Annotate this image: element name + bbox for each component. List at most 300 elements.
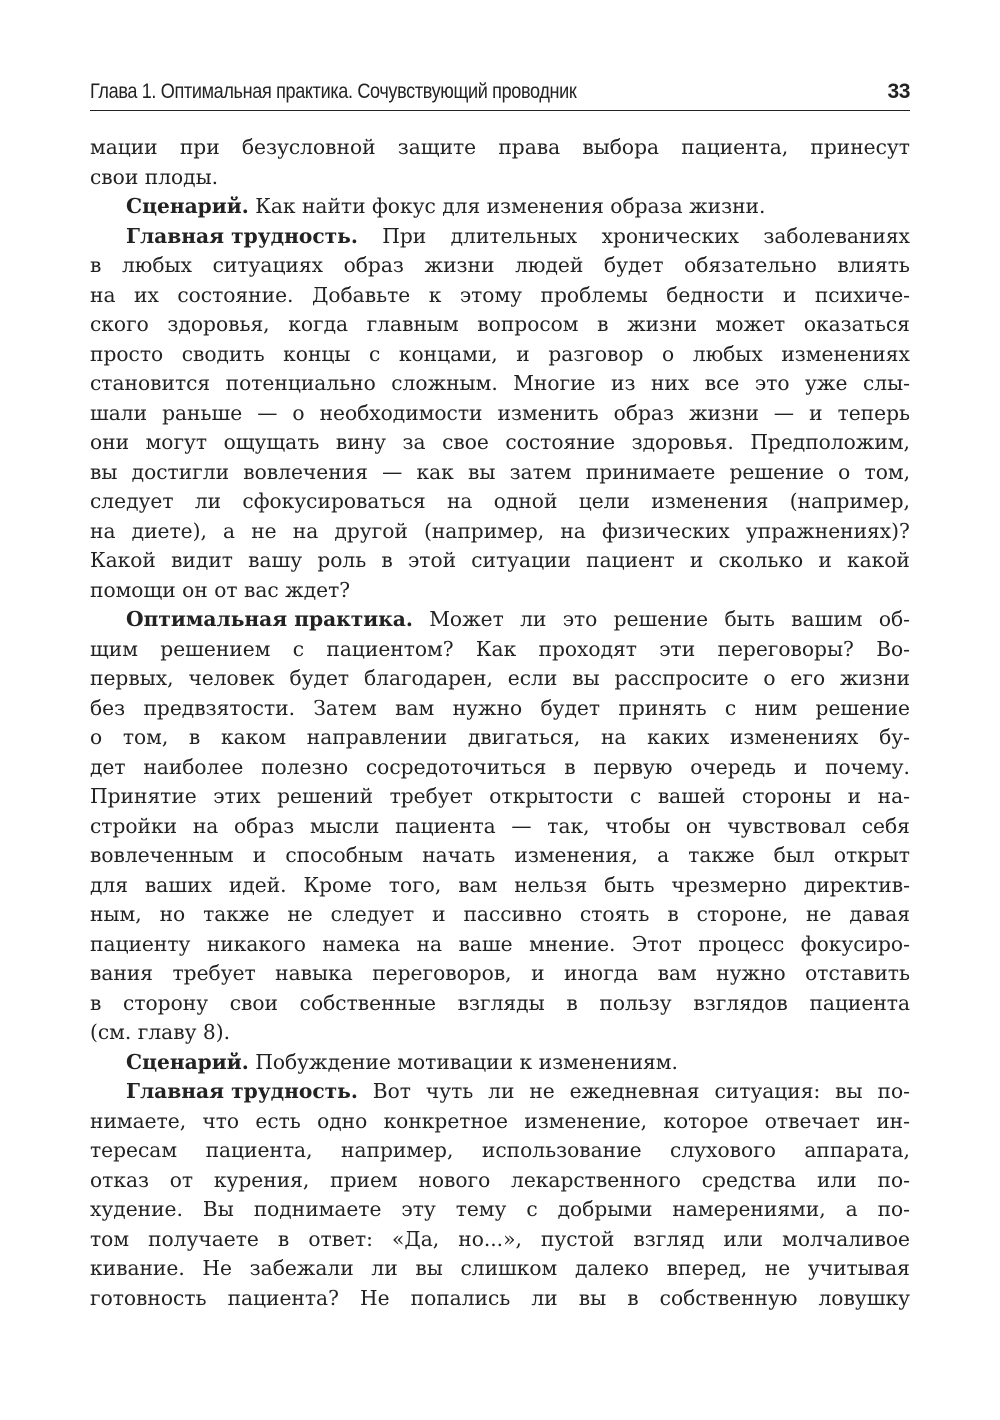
word: найти: [301, 194, 366, 218]
word: идей.: [228, 872, 287, 897]
word: ным,: [90, 902, 142, 926]
word: первых,: [90, 666, 174, 690]
text-line: [90, 222, 910, 252]
word: пациентом?: [326, 636, 454, 661]
word: главу: [137, 1020, 197, 1044]
word: поднимаете: [253, 1197, 382, 1221]
word: Как: [255, 194, 296, 218]
word: и: [252, 843, 267, 867]
word: вам: [395, 695, 435, 720]
word: быть: [724, 607, 775, 631]
word: с: [526, 1197, 538, 1221]
word: с: [629, 784, 642, 808]
word: изменить: [497, 400, 599, 425]
text-line: [90, 959, 910, 989]
word: в: [566, 990, 578, 1015]
word: и: [782, 282, 797, 307]
word: изменениях: [781, 341, 910, 366]
word: Как: [475, 636, 517, 661]
word: на: [90, 282, 116, 307]
text-line: [90, 192, 910, 222]
word: почему.: [825, 754, 910, 779]
word: так,: [547, 813, 590, 838]
word: намерениями,: [672, 1197, 826, 1221]
text-line: [90, 340, 910, 370]
word: видит: [171, 548, 233, 572]
word: слишком: [460, 1256, 558, 1280]
word: и: [793, 754, 808, 779]
word: бедности: [666, 282, 765, 307]
word: чрезмерно: [671, 872, 787, 897]
word: чуть: [425, 1079, 474, 1103]
word: молчаливое: [782, 1226, 910, 1251]
word: тересам: [90, 1138, 178, 1162]
word: вашим: [791, 607, 863, 631]
word: каком: [220, 725, 287, 749]
word: (например,: [423, 518, 545, 543]
word: быть: [604, 872, 655, 897]
text-line: [90, 1107, 910, 1137]
word: к: [428, 282, 442, 307]
word: изменения: [486, 194, 604, 218]
word: —: [511, 813, 532, 838]
word: вперед,: [666, 1256, 748, 1280]
word: давая: [849, 902, 910, 926]
word: на-: [877, 784, 910, 808]
word: Какой: [90, 548, 156, 572]
word: по-: [877, 1167, 910, 1192]
text-line: [90, 812, 910, 842]
word: эти: [659, 636, 696, 661]
word: худение.: [90, 1197, 183, 1221]
text-line: [90, 1018, 910, 1048]
word: намека: [322, 931, 401, 956]
word: этому: [459, 282, 523, 307]
word: любых: [692, 341, 763, 366]
word: собственную: [659, 1285, 798, 1310]
word: эту: [401, 1197, 436, 1221]
word: использование: [481, 1138, 642, 1162]
text-line: [90, 517, 910, 547]
word: вам: [657, 961, 697, 985]
word: пациента,: [205, 1138, 313, 1162]
word: в: [90, 253, 102, 277]
word: стоять: [579, 902, 650, 926]
word: собственные: [299, 990, 436, 1015]
word: а: [845, 1197, 858, 1221]
word: вашу: [248, 548, 303, 572]
text-line: [90, 458, 910, 488]
word: с: [369, 341, 381, 366]
word: вовлечения: [243, 459, 368, 484]
text-line: [90, 133, 910, 163]
word: человек: [188, 666, 275, 690]
word: очередь: [690, 754, 777, 779]
word: в: [597, 312, 609, 336]
word: пациента,: [681, 135, 789, 159]
paragraph-lead: Сценарий.: [126, 1049, 249, 1074]
word: о: [838, 459, 851, 484]
word: раньше: [162, 400, 243, 425]
word: принимаете: [585, 459, 716, 484]
word: образ: [343, 253, 404, 277]
word: вам: [458, 872, 498, 897]
paragraph: [90, 605, 910, 1048]
text-line: [90, 1077, 910, 1107]
word: на: [292, 518, 319, 543]
word: одно: [317, 1108, 368, 1133]
word: Многие: [513, 371, 596, 395]
text-line: [90, 930, 910, 960]
word: в: [277, 1226, 290, 1251]
word: способным: [285, 843, 404, 867]
word: на: [446, 489, 473, 513]
word: При: [382, 223, 427, 248]
word: жизни: [424, 253, 495, 277]
word: том,: [864, 459, 910, 484]
word: к: [519, 1049, 533, 1074]
word: ли: [488, 1079, 515, 1103]
word: пассивно: [463, 902, 562, 926]
word: чувствовал: [727, 813, 846, 838]
word: ситуациях: [212, 253, 324, 277]
word: Может: [429, 607, 504, 631]
word: вы: [90, 459, 118, 484]
word: был: [773, 843, 815, 867]
word: себя: [861, 813, 910, 838]
paragraph-lead: Главная трудность.: [126, 1079, 358, 1103]
word: ин-: [876, 1108, 910, 1133]
text-line: [90, 694, 910, 724]
text-line: [90, 399, 910, 429]
text-line: [90, 605, 910, 635]
word: ского: [90, 312, 149, 336]
word: отвечает: [764, 1108, 860, 1133]
word: стройки: [90, 813, 178, 838]
paragraph: [90, 1077, 910, 1313]
word: пациента: [809, 990, 910, 1015]
word: ним: [754, 695, 798, 720]
paragraph: [90, 1048, 910, 1078]
word: том: [90, 1226, 130, 1251]
word: не: [529, 1079, 555, 1103]
word: изменениях: [729, 725, 859, 749]
word: готовность: [90, 1285, 207, 1310]
word: физических: [601, 518, 730, 543]
word: будет: [289, 666, 350, 690]
word: требует: [172, 961, 256, 985]
word: о: [292, 400, 305, 425]
text-line: [90, 1195, 910, 1225]
word: какой: [846, 548, 910, 572]
word: изменения: [651, 489, 769, 513]
word: другой: [334, 518, 408, 543]
word: лекарственного: [511, 1167, 681, 1192]
word: том,: [122, 725, 169, 749]
word: о: [763, 666, 776, 690]
word: в: [667, 902, 679, 926]
word: а: [657, 843, 670, 867]
word: оказаться: [803, 312, 910, 336]
word: вину: [335, 430, 387, 454]
word: в: [627, 1285, 639, 1310]
word: сводить: [181, 341, 265, 366]
word: мации: [90, 135, 158, 159]
word: состояние.: [177, 282, 294, 307]
paragraph: [90, 133, 910, 192]
word: выбора: [582, 135, 660, 159]
word: как: [416, 459, 454, 484]
word: —: [257, 400, 278, 425]
word: учитывая: [807, 1256, 910, 1280]
word: изменения,: [514, 843, 638, 867]
word: есть: [255, 1108, 301, 1133]
word: полезно: [261, 754, 349, 779]
word: за: [402, 430, 426, 454]
word: здоровья.: [631, 430, 734, 454]
word: и: [847, 784, 862, 808]
word: их: [134, 282, 159, 307]
word: просто: [90, 341, 164, 366]
word: ловушку: [818, 1285, 910, 1310]
word: отказ: [90, 1167, 149, 1192]
word: проходят: [538, 636, 637, 661]
word: Предположим,: [750, 430, 910, 454]
word: направлении: [306, 725, 448, 749]
word: любых: [121, 253, 192, 277]
text-line: [90, 1166, 910, 1196]
word: решений: [277, 784, 374, 808]
word: них: [650, 371, 690, 395]
word: отставить: [805, 961, 910, 985]
text-line: [90, 753, 910, 783]
word: добрыми: [557, 1197, 653, 1221]
word: Не: [359, 1285, 390, 1310]
word: нельзя: [514, 872, 588, 897]
word: при: [179, 135, 220, 159]
word: благодарен,: [363, 666, 493, 690]
text-line: [90, 1284, 910, 1314]
word: нового: [418, 1167, 491, 1192]
word: Вы: [202, 1197, 234, 1221]
word: но: [159, 902, 186, 926]
word: которое: [663, 1108, 749, 1133]
word: Этот: [631, 931, 682, 956]
word: взгляд: [633, 1226, 705, 1251]
word: конкретное: [383, 1108, 508, 1133]
word: заболеваниях: [763, 223, 910, 248]
word: для: [442, 194, 481, 218]
text-line: [90, 664, 910, 694]
word: главным: [366, 312, 459, 336]
word: кивание.: [90, 1256, 185, 1280]
word: вашей: [657, 784, 726, 808]
word: вы: [835, 1079, 863, 1103]
word: жизни: [688, 400, 759, 425]
text-line: [90, 635, 910, 665]
word: ощущать: [223, 430, 320, 454]
word: средства: [701, 1167, 797, 1192]
word: Не: [202, 1256, 232, 1280]
word: принесут: [810, 135, 910, 159]
word: изменениям.: [538, 1049, 678, 1074]
word: по-: [877, 1079, 910, 1103]
word: решение: [815, 695, 910, 720]
word: щим: [90, 636, 138, 661]
word: потенциально: [225, 371, 376, 395]
word: вы: [572, 666, 600, 690]
text-line: [90, 369, 910, 399]
word: также: [688, 843, 755, 867]
text-line: [90, 989, 910, 1019]
word: слы-: [862, 371, 910, 395]
word: если: [507, 666, 558, 690]
word: пациенту: [90, 931, 191, 956]
word: от: [214, 577, 238, 602]
word: изменение,: [524, 1108, 648, 1133]
word: от: [169, 1167, 194, 1192]
word: образ: [234, 813, 295, 838]
header-rule: [90, 110, 910, 111]
word: когда: [288, 312, 349, 336]
word: вания: [90, 961, 154, 985]
running-header: [90, 78, 910, 108]
word: двигаться,: [467, 725, 581, 749]
word: он: [685, 813, 712, 838]
word: образ: [613, 400, 674, 425]
word: (см.: [90, 1020, 132, 1044]
word: разговор: [548, 341, 644, 366]
word: в: [90, 990, 102, 1015]
word: одной: [493, 489, 558, 513]
word: требует: [389, 784, 473, 808]
word: концами,: [398, 341, 498, 366]
word: ли: [194, 489, 222, 513]
word: начать: [422, 843, 496, 867]
word: уже: [805, 371, 848, 395]
word: безусловной: [241, 135, 376, 159]
word: бу-: [879, 725, 910, 749]
word: решением: [160, 636, 271, 661]
word: для: [90, 872, 128, 897]
word: «Да,: [391, 1226, 440, 1251]
word: обязательно: [684, 253, 817, 277]
word: ваших: [144, 872, 212, 897]
paragraph-lead: Сценарий.: [126, 194, 249, 218]
word: навыка: [275, 961, 353, 985]
word: стороне,: [696, 902, 789, 926]
word: об-: [878, 607, 910, 631]
word: по-: [877, 1197, 910, 1221]
word: будет: [540, 695, 601, 720]
word: или: [817, 1167, 857, 1192]
word: о: [90, 725, 103, 749]
word: права: [498, 135, 561, 159]
word: сосредоточиться: [365, 754, 547, 779]
word: на: [416, 931, 443, 956]
page-number: 33: [887, 80, 910, 103]
word: с: [292, 636, 305, 661]
word: взгляды: [457, 990, 545, 1015]
word: Добавьте: [311, 282, 411, 307]
word: все: [704, 371, 740, 395]
word: пациента: [395, 813, 496, 838]
word: жизни: [839, 666, 910, 690]
word: фокус: [372, 194, 436, 218]
word: переговоров,: [372, 961, 512, 985]
word: каких: [647, 725, 710, 749]
word: 8).: [202, 1020, 231, 1044]
word: Вот: [372, 1079, 411, 1103]
text-line: [90, 281, 910, 311]
word: открыт: [833, 843, 910, 867]
word: мнение.: [529, 931, 616, 956]
word: фокусиро-: [800, 931, 910, 956]
word: свои: [229, 990, 279, 1015]
word: никакого: [206, 931, 306, 956]
word: принять: [618, 695, 707, 720]
word: помощи: [90, 577, 176, 602]
word: и: [818, 548, 832, 572]
word: необходимости: [319, 400, 483, 425]
word: забежали: [249, 1256, 354, 1280]
word: сторону: [123, 990, 209, 1015]
word: нужно: [716, 961, 786, 985]
word: роль: [317, 548, 367, 572]
word: диете),: [131, 518, 207, 543]
text-line: [90, 576, 910, 606]
word: этой: [407, 548, 457, 572]
paragraph-lead: Оптимальная практика.: [126, 607, 413, 631]
word: Принятие: [90, 784, 197, 808]
word: плоды.: [144, 164, 219, 189]
word: стороны: [741, 784, 832, 808]
word: и: [432, 902, 446, 926]
word: становится: [90, 371, 211, 395]
word: решение: [729, 459, 824, 484]
word: директив-: [803, 872, 910, 897]
text-line: [90, 900, 910, 930]
word: могут: [145, 430, 208, 454]
word: состояние: [505, 430, 616, 454]
text-line: [90, 841, 910, 871]
word: не: [806, 902, 832, 926]
word: мысли: [310, 813, 380, 838]
word: этих: [213, 784, 261, 808]
word: не: [764, 1256, 791, 1280]
word: психиче-: [814, 282, 910, 307]
text-line: [90, 782, 910, 812]
body-text: [90, 133, 910, 1313]
word: тему: [455, 1197, 507, 1221]
word: следует: [330, 902, 415, 926]
word: цели: [578, 489, 630, 513]
word: хронических: [601, 223, 739, 248]
word: Затем: [313, 695, 377, 720]
word: вы: [415, 1256, 443, 1280]
word: в: [381, 548, 393, 572]
word: пациент: [586, 548, 675, 572]
word: о: [662, 341, 675, 366]
word: следует: [90, 489, 174, 513]
word: не: [287, 902, 313, 926]
word: на: [90, 518, 116, 543]
word: Кроме: [303, 872, 372, 897]
word: вы: [467, 459, 496, 484]
word: расспросите: [614, 666, 749, 690]
text-line: [90, 163, 910, 193]
word: и: [689, 548, 704, 572]
